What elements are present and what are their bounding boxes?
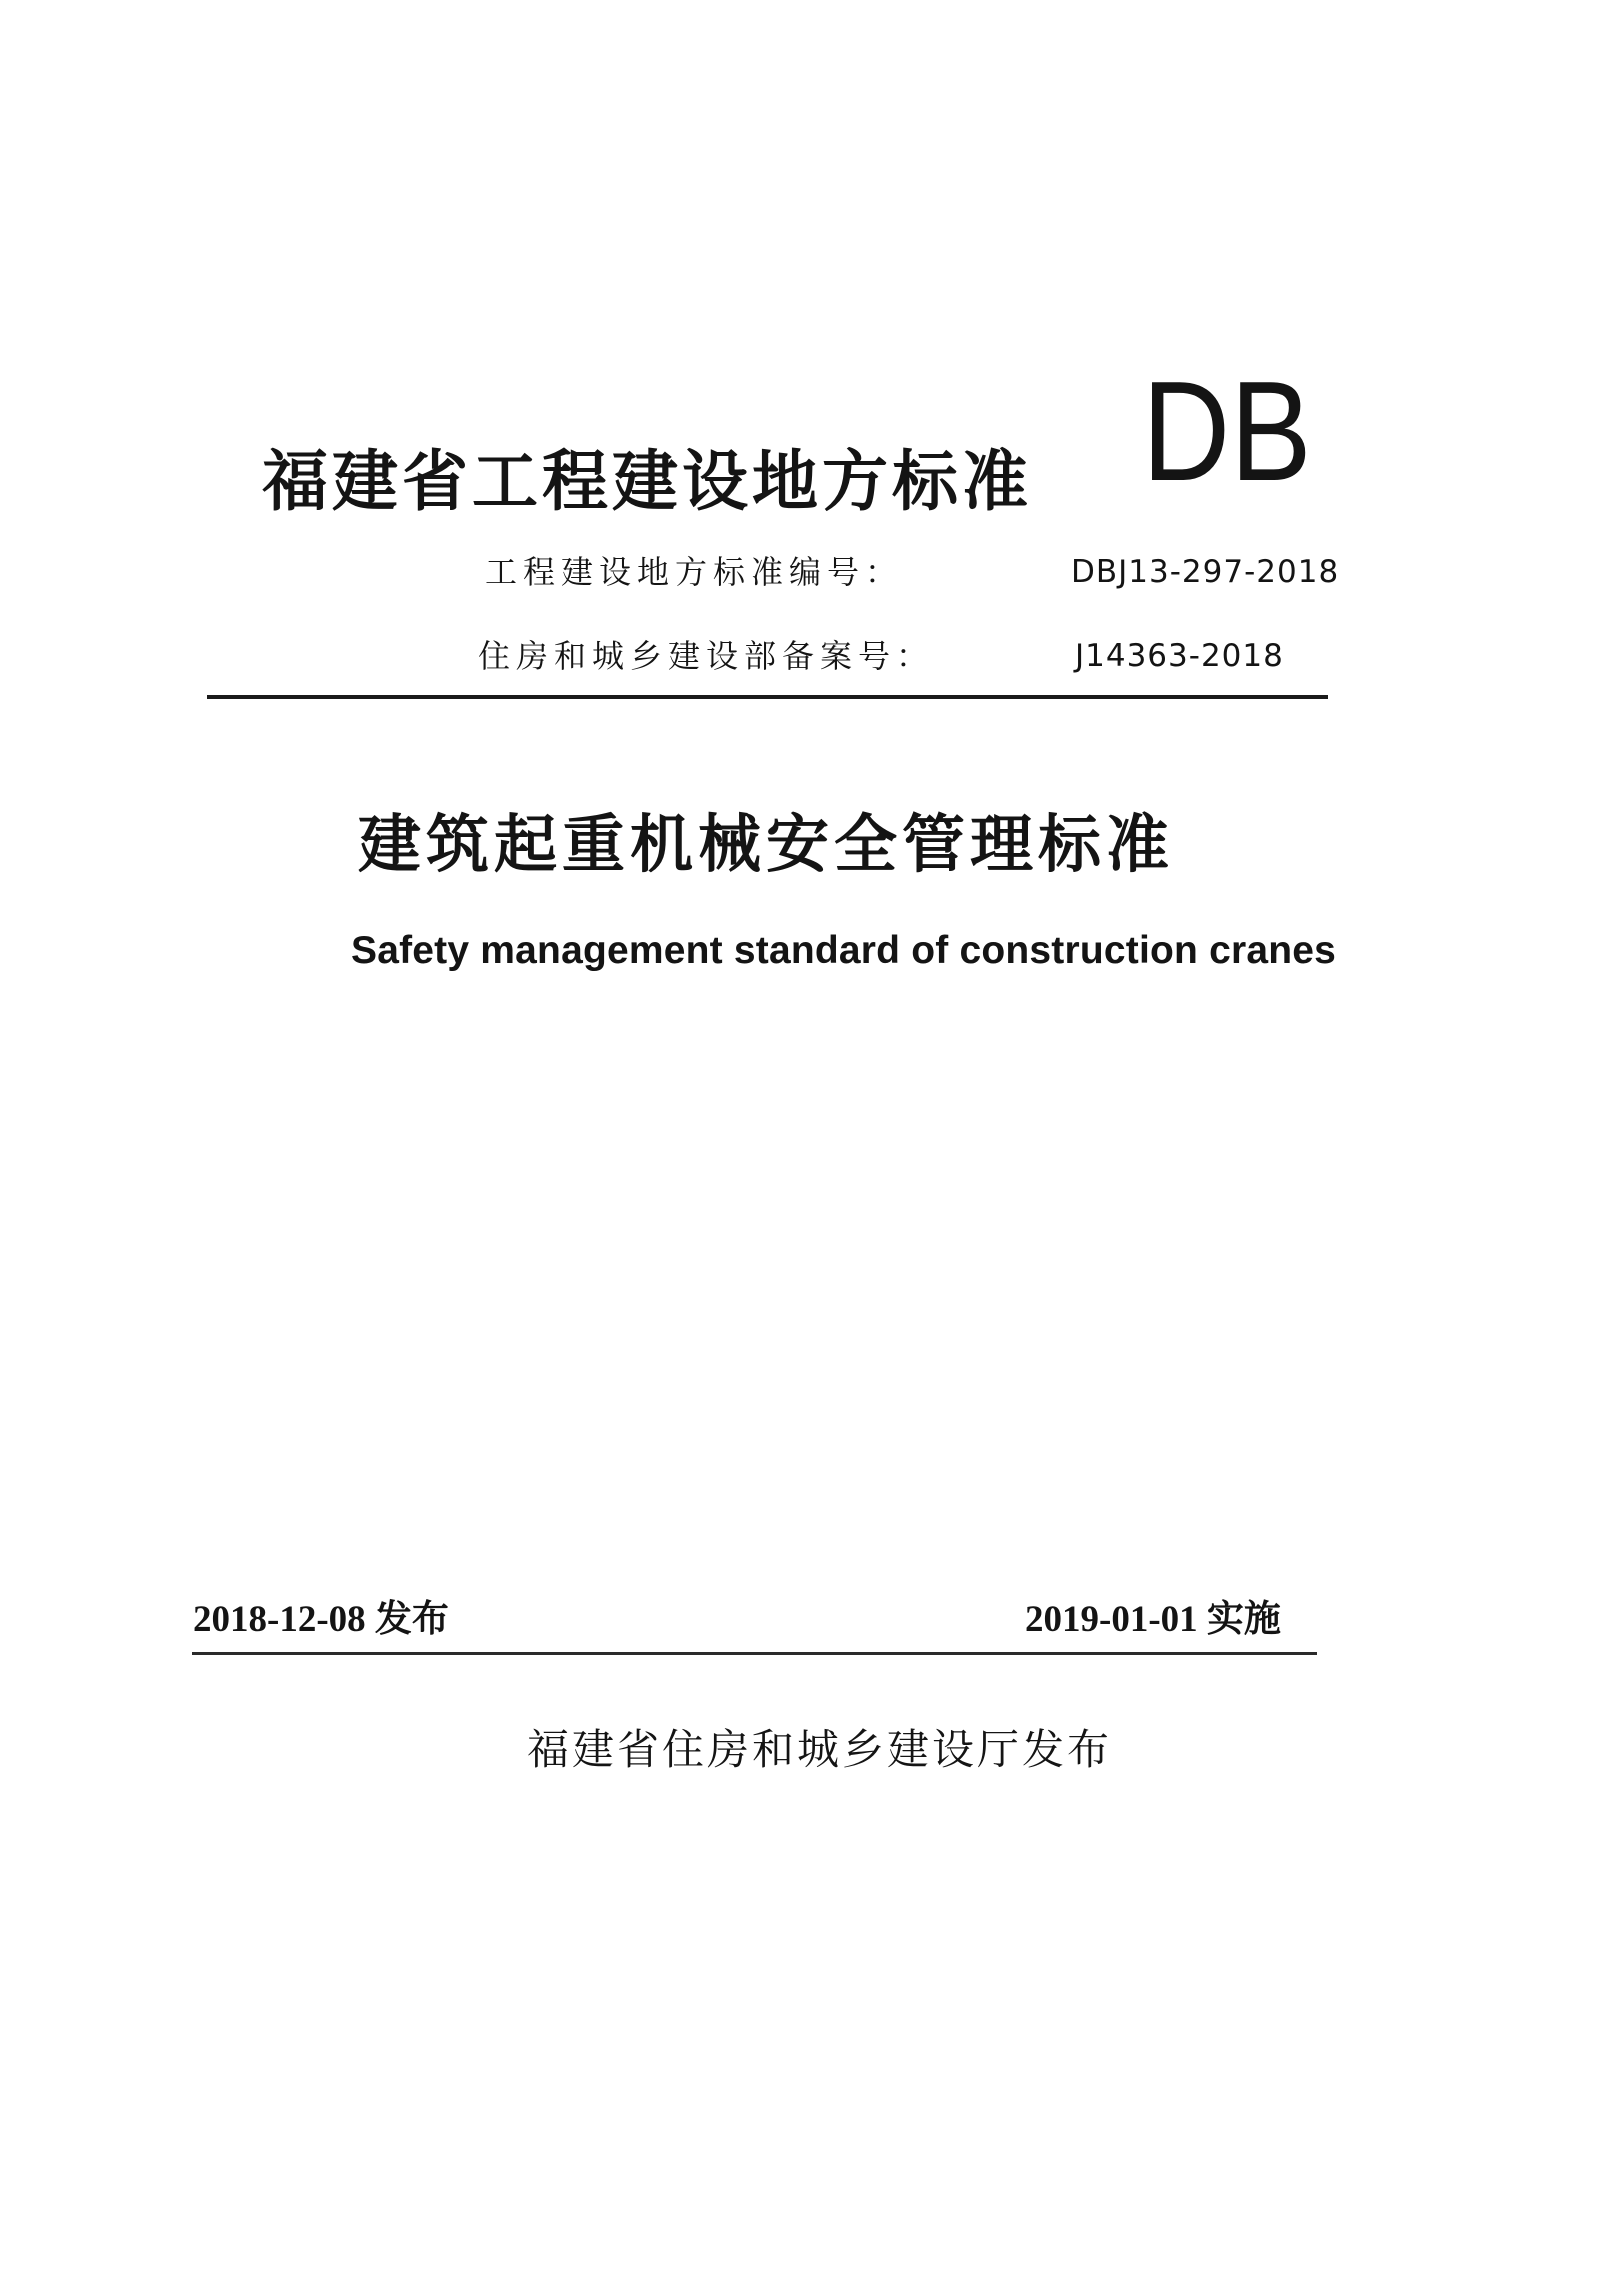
header-divider [207,695,1328,699]
record-number-value: J14363-2018 [1075,638,1284,674]
publisher: 福建省住房和城乡建设厅发布 [527,1725,1113,1774]
record-number-label: 住房和城乡建设部备案号： [478,637,935,675]
issue-date: 2018-12-08 发布 [193,1599,449,1640]
standard-number-label: 工程建设地方标准编号： [485,553,904,591]
implementation-date: 2019-01-01 实施 [1025,1599,1281,1640]
standard-number-value: DBJ13-297-2018 [1071,554,1340,590]
footer-divider [192,1652,1317,1655]
category-title: 福建省工程建设地方标准 [262,443,1032,520]
standard-title-cn: 建筑起重机械安全管理标准 [358,808,1174,881]
standard-title-en: Safety management standard of construction cranes [351,929,1337,972]
db-mark: DB [1142,352,1312,511]
